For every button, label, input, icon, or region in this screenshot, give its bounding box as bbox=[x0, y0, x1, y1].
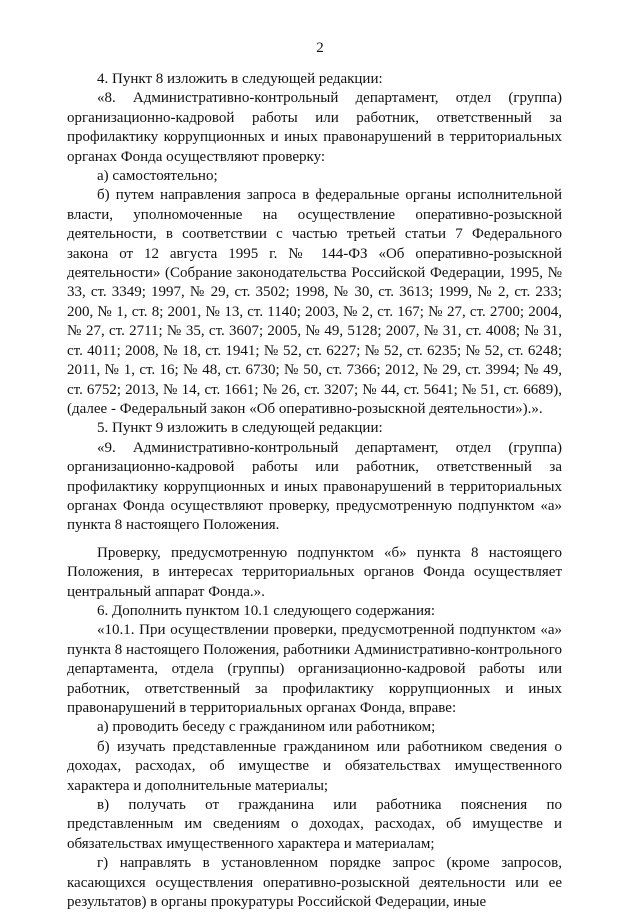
paragraph-item-5-heading: 5. Пункт 9 изложить в следующей редакции: bbox=[97, 420, 383, 437]
paragraph-item-4-heading: 4. Пункт 8 изложить в следующей редакции: bbox=[97, 71, 383, 87]
paragraph-clause-10-1-a: а) проводить беседу с гражданином или работником; bbox=[97, 719, 436, 736]
paragraph-item-6-heading: 6. Дополнить пунктом 10.1 следующего содержания: bbox=[97, 602, 436, 619]
paragraph-clause-9: «9. Административно-контрольный департамент, отдел (группа) организационно-кадровой работы или работник, ответственный за профилактику коррупционных и иных правонарушений в территориальных органах Фонда осуществляют проверку, предусмотренную подпунктом «а» пункта 8 настоящего Положения. bbox=[67, 439, 562, 534]
paragraph-clause-8-a: а) самостоятельно; bbox=[97, 168, 218, 185]
page-number: 2 bbox=[316, 40, 324, 56]
paragraph-clause-10-1-v: в) получать от гражданина или работника пояснения по представленным им сведениям о доходах, расходах, об имуществе и обязательствах имущественного характера и материалам; bbox=[67, 797, 562, 852]
paragraph-clause-8-b: б) путем направления запроса в федеральные органы исполнительной власти, уполномоченные на осуществление оперативно-розыскной деятельности, в соответствии с частью третьей статьи 7 Федерального закона от 12 августа 1995 г. № 144-ФЗ «Об оперативно-розыскной деятельности» (Собрание законодательства Российской Федерации, 1995, № 33, ст. 3349; 1997, № 29, ст. 3502; 1998, № 30, ст. 3613; 1999, № 2, ст. 233; 200, № 1, ст. 8; 2001, № 13, ст. 1140; 2003, № 2, ст. 167; № 27, ст. 2700; 2004, № 27, ст. 2711; № 35, ст. 3607; 2005, № 49, 5128; 2007, № 31, ст. 4008; № 31, ст. 4011; 2008, № 18, ст. 1941; № 52, ст. 6227; № 52, ст. 6235; № 52, ст. 6248; 2011, № 1, ст. 16; № 48, ст. 6730; № 50, ст. 7366; 2012, № 29, ст. 3994; № 49, ст. 6752; 2013, № 14, ст. 1661; № 26, ст. 3207; № 44, ст. 5641; № 51, ст. 6689), (далее - Федеральный закон «Об оперативно-розыскной деятельности»).». bbox=[67, 187, 562, 417]
document-body bbox=[67, 70, 562, 912]
paragraph-clause-9-second: Проверку, предусмотренную подпунктом «б» пункта 8 настоящего Положения, в интересах территориальных органов Фонда осуществляет центральный аппарат Фонда.». bbox=[67, 544, 562, 600]
paragraph-clause-8: «8. Административно-контрольный департамент, отдел (группа) организационно-кадровой работы или работник, ответственный за профилактику коррупционных и иных правонарушений в территориальных органах Фонда осуществляют проверку: bbox=[67, 90, 562, 165]
paragraph-clause-10-1: «10.1. При осуществлении проверки, предусмотренной подпунктом «а» пункта 8 настоящего Положения, работники Административно-контрольного департамента, отдела (группы) организационно-кадровой работы или работник, ответственный за профилактику коррупционных и иных правонарушений в территориальных органах Фонда, вправе: bbox=[67, 622, 562, 716]
paragraph-clause-10-1-b: б) изучать представленные гражданином или работником сведения о доходах, расходах, об имуществе и обязательствах имущественного характера и дополнительные материалы; bbox=[67, 738, 562, 794]
paragraph-clause-10-1-g: г) направлять в установленном порядке запрос (кроме запросов, касающихся осуществления оперативно-розыскной деятельности или ее результатов) в органы прокуратуры Российской Федерации, иные bbox=[67, 855, 562, 911]
